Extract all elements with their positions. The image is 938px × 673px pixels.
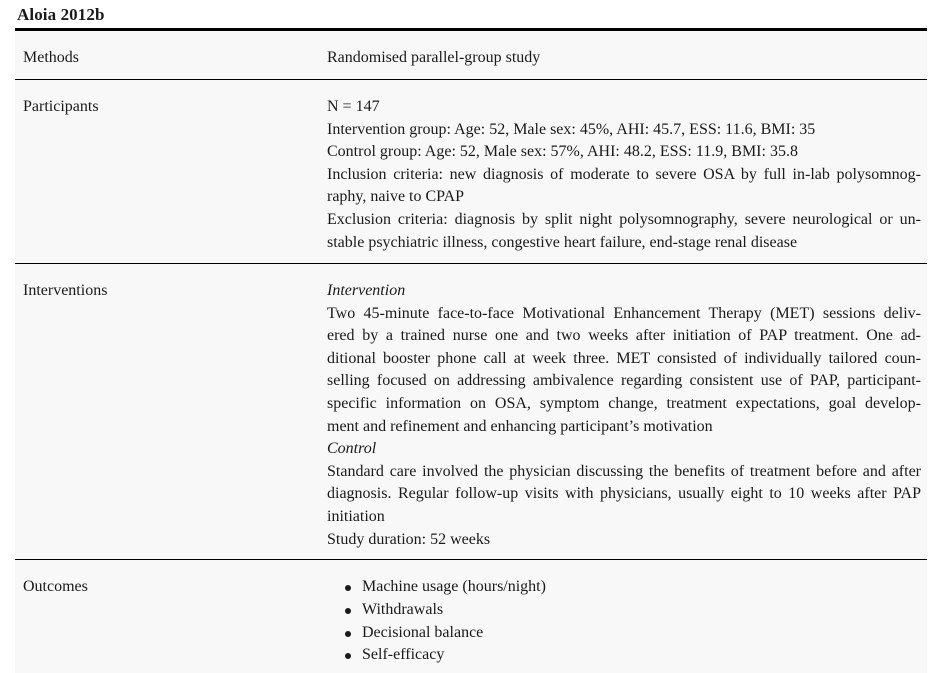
outcome-label: Machine usage (hours/night) xyxy=(362,578,546,595)
list-item xyxy=(327,599,921,622)
row-content-outcomes xyxy=(327,576,921,667)
row-label-interventions: Interventions xyxy=(23,282,108,299)
control-heading: Control xyxy=(327,440,377,458)
study-title: Aloia 2012b xyxy=(17,5,105,24)
intervention-heading: Intervention xyxy=(327,282,406,299)
control-line: Standard care involved the physician discussing the benefits of treatment before and after xyxy=(327,462,921,480)
intervention-line: specific information on OSA, symptom change, treatment expectations, goal develop- xyxy=(327,394,921,412)
participants-line: N = 147 xyxy=(327,98,380,115)
intervention-line: ditional booster phone call at week three. MET consisted of individually tailored coun- xyxy=(327,349,921,367)
participants-line: stable psychiatric illness, congestive heart failure, end-stage renal disease xyxy=(327,233,798,251)
outcome-label: Withdrawals xyxy=(362,600,444,618)
list-item xyxy=(327,576,921,599)
row-content-interventions xyxy=(327,280,921,551)
table-row-methods xyxy=(15,31,927,79)
list-item xyxy=(327,622,921,645)
methods-line: Randomised parallel-group study xyxy=(327,49,541,66)
list-item xyxy=(327,644,921,667)
participants-line: Exclusion criteria: diagnosis by split night polysomnography, severe neurological or un- xyxy=(327,210,921,228)
bullet-icon xyxy=(345,608,351,614)
participants-line: Intervention group: Age: 52, Male sex: 45%, AHI: 45.7, ESS: 11.6, BMI: 35 xyxy=(327,120,816,138)
outcome-label: Decisional balance xyxy=(362,623,484,641)
study-duration: Study duration: 52 weeks xyxy=(327,530,491,548)
table-row-participants xyxy=(15,79,927,263)
intervention-line: Two 45-minute face-to-face Motivational Enhancement Therapy (MET) sessions deliv- xyxy=(327,304,921,322)
intervention-line: ered by a trained nurse one and two weeks after initiation of PAP treatment. One ad- xyxy=(327,327,921,345)
outcomes-list xyxy=(327,576,921,667)
row-label-outcomes: Outcomes xyxy=(23,578,88,595)
table-row-interventions xyxy=(15,263,927,559)
table-row-outcomes xyxy=(15,559,927,673)
row-label-methods: Methods xyxy=(23,49,79,66)
intervention-line: selling focused on addressing ambivalence regarding consistent use of PAP, participant- xyxy=(327,372,921,390)
participants-line: Control group: Age: 52, Male sex: 57%, AHI: 48.2, ESS: 11.9, BMI: 35.8 xyxy=(327,143,798,161)
control-line: diagnosis. Regular follow-up visits with physicians, usually eight to 10 weeks after PAP xyxy=(327,485,921,503)
outcome-label: Self-efficacy xyxy=(362,646,445,664)
row-content-participants xyxy=(327,96,921,254)
bullet-icon xyxy=(345,585,351,591)
control-line: initiation xyxy=(327,507,385,525)
participants-line: Inclusion criteria: new diagnosis of moderate to severe OSA by full in-lab polysomnog- xyxy=(327,165,921,183)
row-content-methods xyxy=(327,47,921,70)
row-label-participants: Participants xyxy=(23,98,99,115)
intervention-line: ment and refinement and enhancing participant’s motivation xyxy=(327,417,713,435)
participants-line: raphy, naive to CPAP xyxy=(327,188,465,206)
bullet-icon xyxy=(345,631,351,637)
bullet-icon xyxy=(345,653,351,659)
